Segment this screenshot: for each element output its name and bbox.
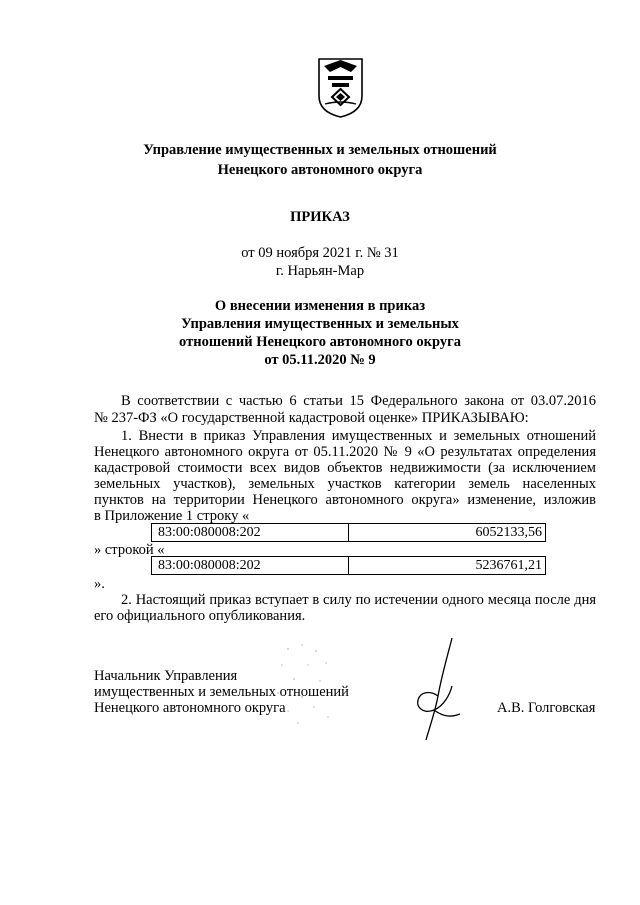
item2-line: 2. Настоящий приказ вступает в силу по истечении одного месяца после дня <box>121 592 596 608</box>
coat-of-arms-emblem <box>316 56 365 119</box>
doc-title-line: от 05.11.2020 № 9 <box>264 352 376 368</box>
signatory-position: имущественных и земельных отношений <box>94 684 349 700</box>
intro-line: № 237-ФЗ «О государственной кадастровой оценке» ПРИКАЗЫВАЮ: <box>94 410 529 426</box>
signatory-position: Ненецкого автономного округа <box>94 700 286 716</box>
closing-text: ». <box>94 576 105 592</box>
doc-title-line: отношений Ненецкого автономного округа <box>179 334 461 350</box>
old-cadastral-number: 83:00:080008:202 <box>152 524 349 541</box>
item1-line: земельных участков), земельных участков категории земель населенных <box>94 476 596 492</box>
old-table-row <box>151 523 546 542</box>
new-table-row <box>151 556 546 575</box>
new-cadastral-number: 83:00:080008:202 <box>152 557 349 574</box>
old-cadastral-value: 6052133,56 <box>475 525 542 540</box>
doc-type: ПРИКАЗ <box>290 209 350 225</box>
doc-title-line: О внесении изменения в приказ <box>214 298 426 314</box>
doc-place: г. Нарьян-Мар <box>275 263 365 279</box>
item1-line: пунктов на территории Ненецкого автономного округа» изменение, изложив <box>94 492 596 508</box>
item2-line: его официального опубликования. <box>94 608 306 624</box>
item1-line: в Приложение 1 строку « <box>94 508 250 524</box>
handwritten-signature <box>408 634 468 746</box>
intro-line: В соответствии с частью 6 статьи 15 Федерального закона от 03.07.2016 <box>121 393 596 409</box>
org-name-line-1: Управление имущественных и земельных отношений <box>143 142 497 158</box>
replace-text: » строкой « <box>94 542 165 558</box>
new-cadastral-value: 5236761,21 <box>475 558 542 573</box>
item1-line: кадастровой стоимости всех видов объектов недвижимости (за исключением <box>94 460 596 476</box>
doc-date-number: от 09 ноября 2021 г. № 31 <box>241 245 399 261</box>
signatory-position: Начальник Управления <box>94 668 238 684</box>
org-name-line-2: Ненецкого автономного округа <box>217 162 423 178</box>
item1-line: Ненецкого автономного округа от 05.11.2020 № 9 «О результатах определения <box>94 444 596 460</box>
item1-line: 1. Внести в приказ Управления имущественных и земельных отношений <box>121 428 596 444</box>
doc-title-line: Управления имущественных и земельных <box>181 316 459 332</box>
signatory-name: А.В. Голговская <box>497 700 596 716</box>
